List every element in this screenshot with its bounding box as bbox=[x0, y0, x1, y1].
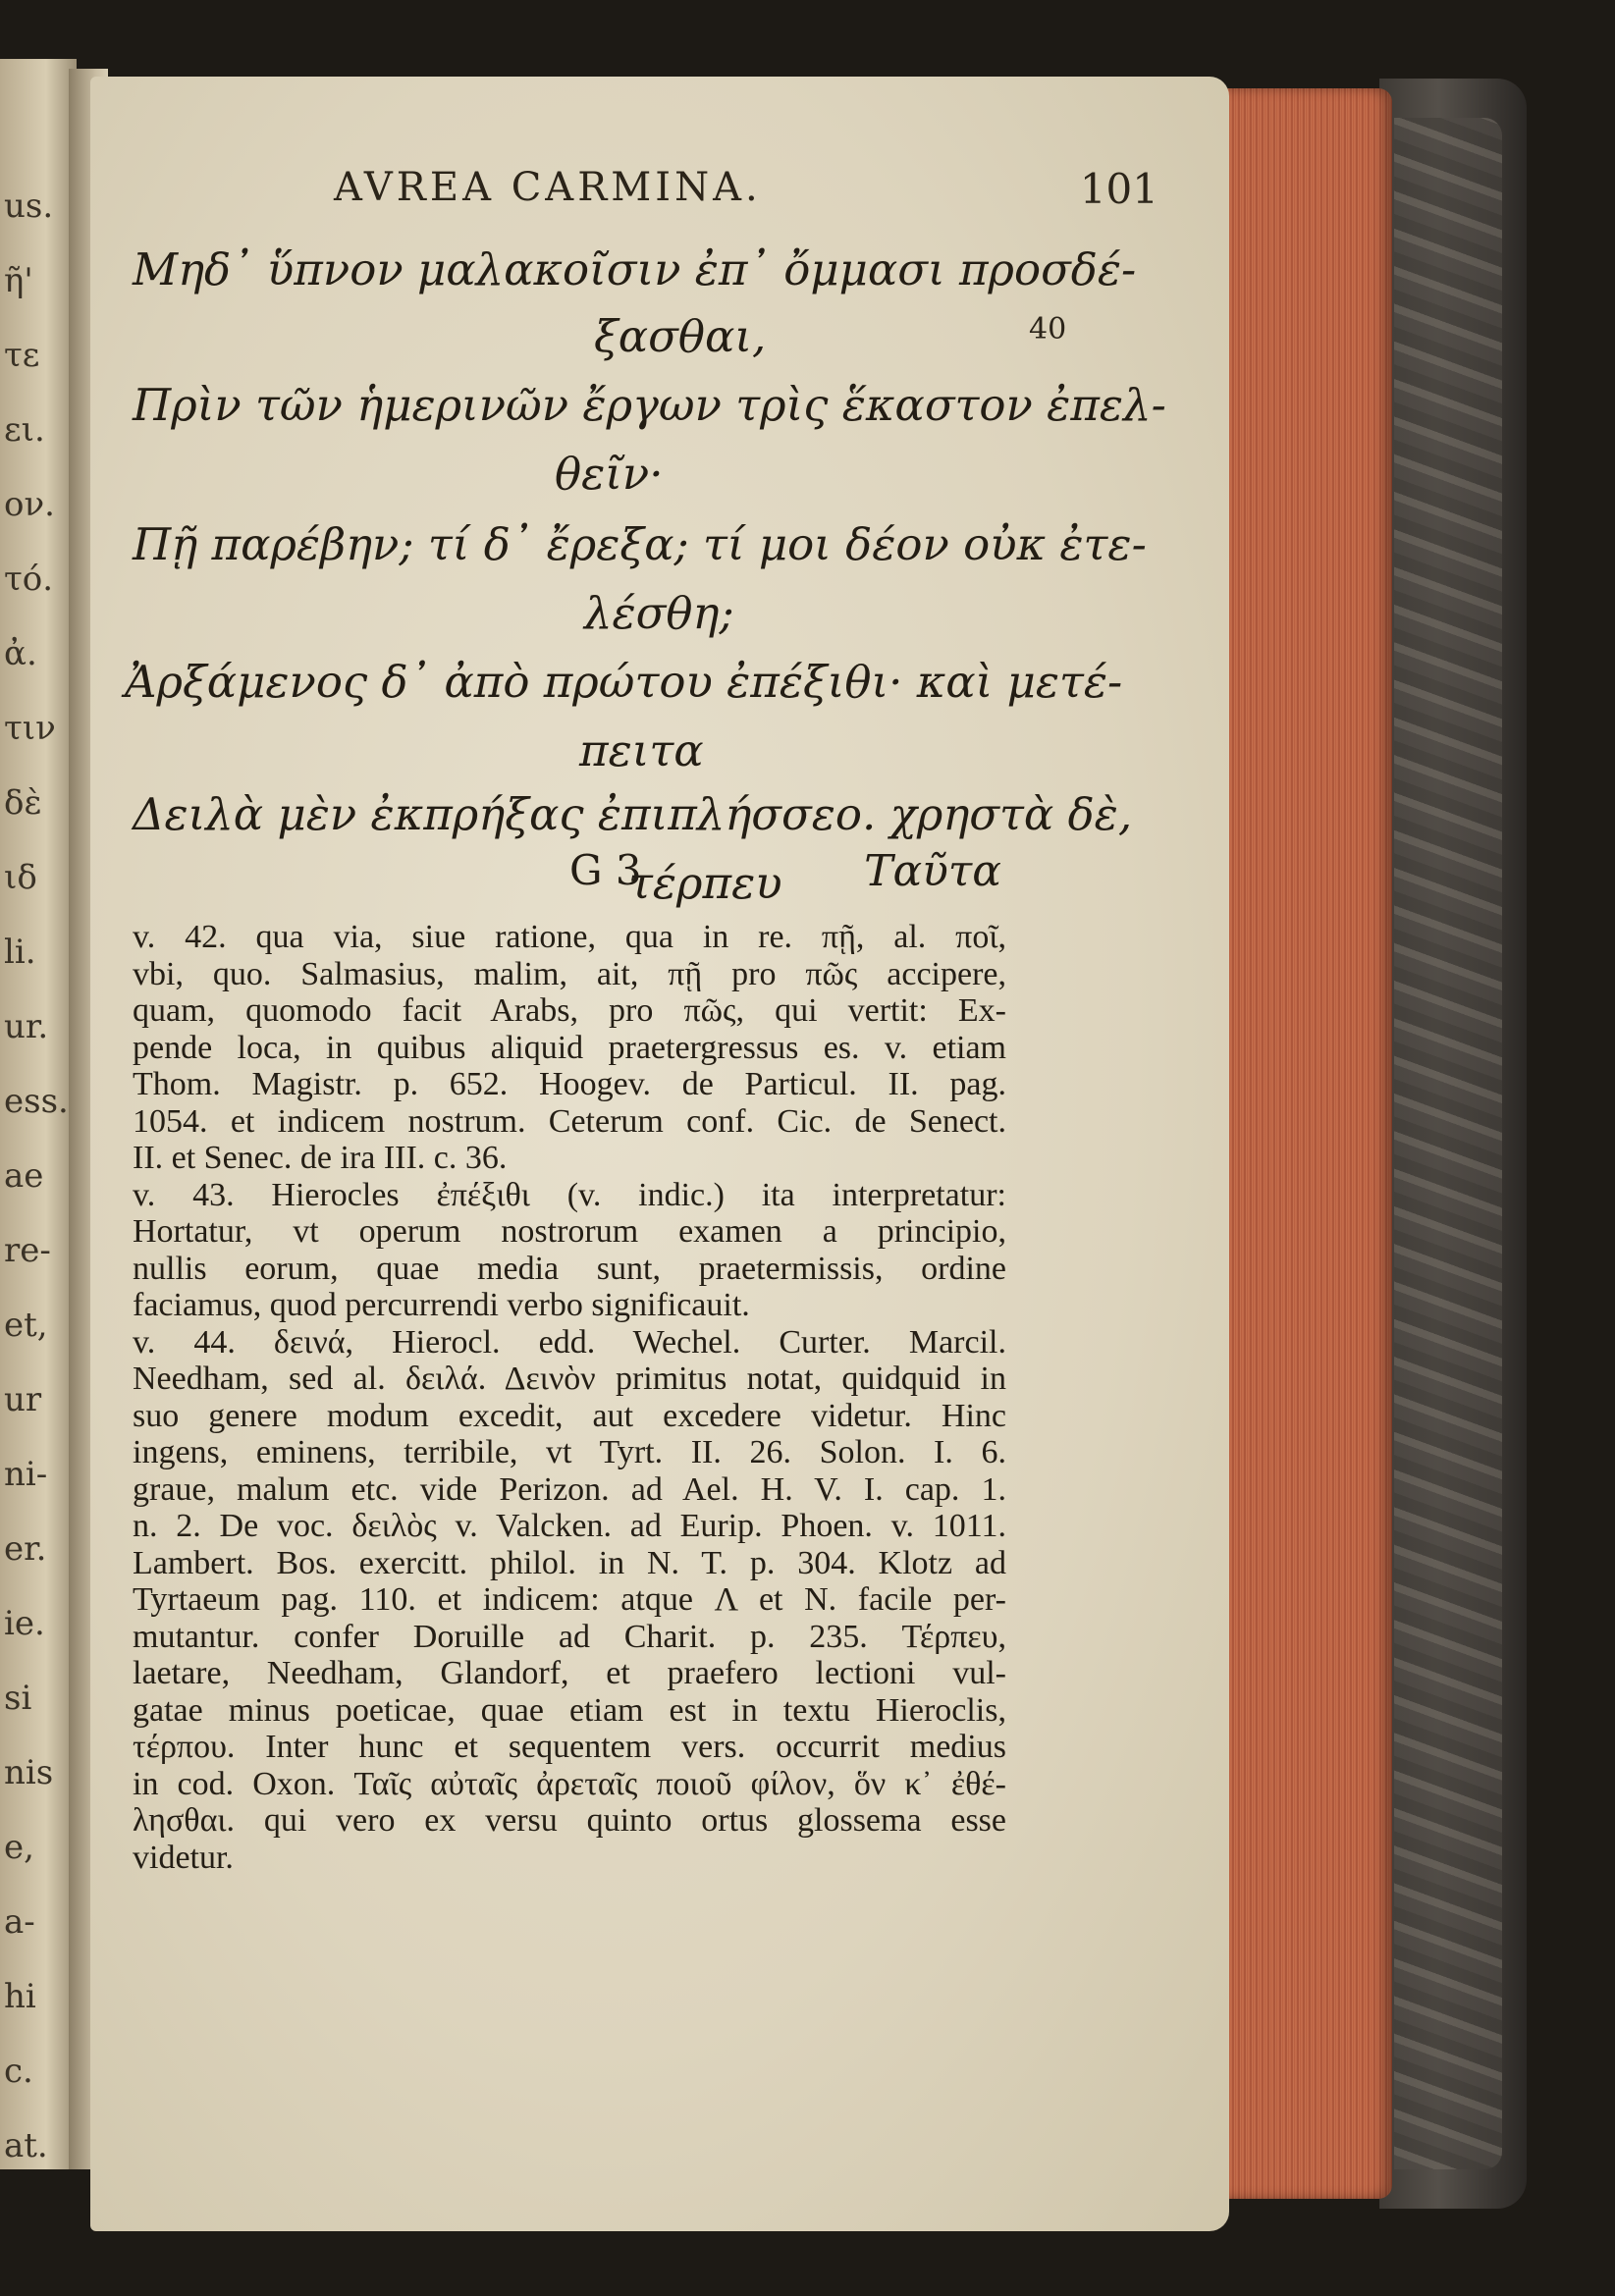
verse-line: Δειλὰ μὲν ἐκπρήξας ἐπιπλήσσεο. χρηστὰ δὲ, bbox=[133, 788, 1133, 840]
page-edges bbox=[1206, 88, 1392, 2199]
facing-page-text-fragment: ἀ. bbox=[4, 634, 37, 673]
marbled-cover bbox=[1394, 118, 1502, 2169]
note-line: videtur. bbox=[133, 1839, 234, 1876]
verse-line: ξασθαι, bbox=[594, 310, 767, 362]
facing-page-text-fragment: ον. bbox=[4, 485, 55, 524]
catchword: Ταῦτα bbox=[864, 846, 1001, 896]
facing-page-text-fragment: ur bbox=[4, 1380, 42, 1419]
facing-page-text-fragment: ie. bbox=[4, 1604, 45, 1643]
verse-line: λέσθη; bbox=[584, 587, 734, 639]
facing-page-text-fragment: re- bbox=[4, 1231, 51, 1270]
verse-line: θεῖν· bbox=[555, 448, 664, 500]
facing-page-text-fragment: at. bbox=[4, 2126, 48, 2165]
facing-page-text-fragment: e, bbox=[4, 1828, 34, 1867]
facing-page-text-fragment: ae bbox=[4, 1156, 44, 1196]
note-line: gatae minus poeticae, quae etiam est in textu Hieroclis, bbox=[133, 1691, 1006, 1729]
note-line: graue, malum etc. vide Perizon. ad Ael. H. V. I. cap. 1. bbox=[133, 1470, 1006, 1508]
facing-page-fragment bbox=[0, 59, 77, 2169]
note-line: mutantur. confer Doruille ad Charit. p. 235. Τέρπευ, bbox=[133, 1618, 1006, 1655]
signature-catchword-line bbox=[569, 846, 1001, 905]
facing-page-text-fragment: a- bbox=[4, 1902, 35, 1942]
verse-line: Πρὶν τῶν ἡμερινῶν ἔργων τρὶς ἕκαστον ἐπελ- bbox=[133, 379, 1166, 431]
note-line: n. 2. De voc. δειλὸς v. Valcken. ad Eurip. Phoen. v. 1011. bbox=[133, 1508, 1006, 1544]
note-line: v. 44. δεινά, Hierocl. edd. Wechel. Curter. Marcil. bbox=[133, 1323, 1006, 1361]
facing-page-text-fragment: ni- bbox=[4, 1455, 48, 1494]
running-title: AVREA CARMINA. bbox=[334, 165, 762, 210]
note-line: ingens, eminens, terribile, vt Tyrt. II. 26. Solon. I. 6. bbox=[133, 1434, 1006, 1470]
note-line: II. et Senec. de ira III. c. 36. bbox=[133, 1140, 508, 1176]
note-line: vbi, quo. Salmasius, malim, ait, πῇ pro πῶς accipere, bbox=[133, 955, 1006, 992]
facing-page-text-fragment: ur. bbox=[4, 1007, 49, 1046]
page-number: 101 bbox=[1079, 165, 1158, 213]
note-line: Lambert. Bos. exercitt. philol. in N. T. p. 304. Klotz ad bbox=[133, 1544, 1006, 1581]
facing-page-text-fragment: τε bbox=[4, 336, 40, 375]
note-line: Tyrtaeum pag. 110. et indicem: atque Λ et N. facile per- bbox=[133, 1581, 1006, 1618]
note-line: τέρπου. Inter hunc et sequentem vers. occurrit medius bbox=[133, 1729, 1006, 1765]
facing-page-text-fragment: ess. bbox=[4, 1082, 69, 1121]
facing-page-text-fragment: li. bbox=[4, 933, 36, 972]
facing-page-text-fragment: τό. bbox=[4, 560, 54, 599]
facing-page-text-fragment: c. bbox=[4, 2052, 33, 2091]
note-line: in cod. Oxon. Ταῖς αὐταῖς ἀρεταῖς ποιοῦ φίλον, ὅν κ᾽ ἐθέ- bbox=[133, 1765, 1006, 1802]
note-line: quam, quomodo facit Arabs, pro πῶς, qui vertit: Ex- bbox=[133, 992, 1006, 1029]
note-line: λησθαι. qui vero ex versu quinto ortus glossema esse bbox=[133, 1802, 1006, 1839]
verse-line: πειτα bbox=[579, 724, 704, 776]
note-line: faciamus, quod percurrendi verbo significauit. bbox=[133, 1287, 750, 1323]
page-header bbox=[334, 165, 1158, 224]
note-line: laetare, Needham, Glandorf, et praefero lectioni vul- bbox=[133, 1655, 1006, 1691]
facing-page-text-fragment: ει. bbox=[4, 410, 45, 450]
facing-page-text-fragment: us. bbox=[4, 187, 54, 226]
facing-page-text-fragment: ιδ bbox=[4, 858, 37, 897]
facing-page-text-fragment: hi bbox=[4, 1977, 36, 2016]
facing-page-text-fragment: δὲ bbox=[4, 783, 42, 823]
note-line: pende loca, in quibus aliquid praetergressus es. v. etiam bbox=[133, 1029, 1006, 1066]
note-line: Hortatur, vt operum nostrorum examen a principio, bbox=[133, 1213, 1006, 1250]
note-line: v. 42. qua via, siue ratione, qua in re. πῇ, al. ποῖ, bbox=[133, 919, 1006, 955]
facing-page-text-fragment: si bbox=[4, 1679, 32, 1718]
facing-page-text-fragment: τιν bbox=[4, 709, 56, 748]
verse-line: Ἀρξάμενος δ᾽ ἀπὸ πρώτου ἐπέξιθι· καὶ μετέ- bbox=[125, 656, 1123, 708]
facing-page-text-fragment: nis bbox=[4, 1753, 54, 1792]
note-line: v. 43. Hierocles ἐπέξιθι (v. indic.) ita interpretatur: bbox=[133, 1176, 1006, 1213]
verse-line: Μηδ᾽ ὕπνον μαλακοῖσιν ἐπ᾽ ὄμμασι προσδέ- bbox=[133, 243, 1137, 295]
note-line: Needham, sed al. δειλά. Δεινὸν primitus notat, quidquid in bbox=[133, 1361, 1006, 1397]
note-line: 1054. et indicem nostrum. Ceterum conf. Cic. de Senect. bbox=[133, 1102, 1006, 1140]
verse-margin-number: 40 bbox=[1029, 312, 1067, 347]
facing-page-text-fragment: et, bbox=[4, 1306, 48, 1345]
note-line: Thom. Magistr. p. 652. Hoogev. de Particul. II. pag. bbox=[133, 1066, 1006, 1102]
note-line: nullis eorum, quae media sunt, praetermissis, ordine bbox=[133, 1250, 1006, 1287]
signature-mark: G 3 bbox=[569, 846, 642, 894]
commentary-notes bbox=[133, 919, 1006, 1876]
verse-line: τέρπευ bbox=[628, 857, 782, 909]
facing-page-text-fragment: ῆ' bbox=[4, 261, 33, 300]
verse-line: Πῇ παρέβην; τί δ᾽ ἔρεξα; τί μοι δέον οὐκ ἐτε- bbox=[133, 518, 1147, 570]
note-line: suo genere modum excedit, aut excedere videtur. Hinc bbox=[133, 1397, 1006, 1434]
facing-page-text-fragment: er. bbox=[4, 1529, 47, 1569]
